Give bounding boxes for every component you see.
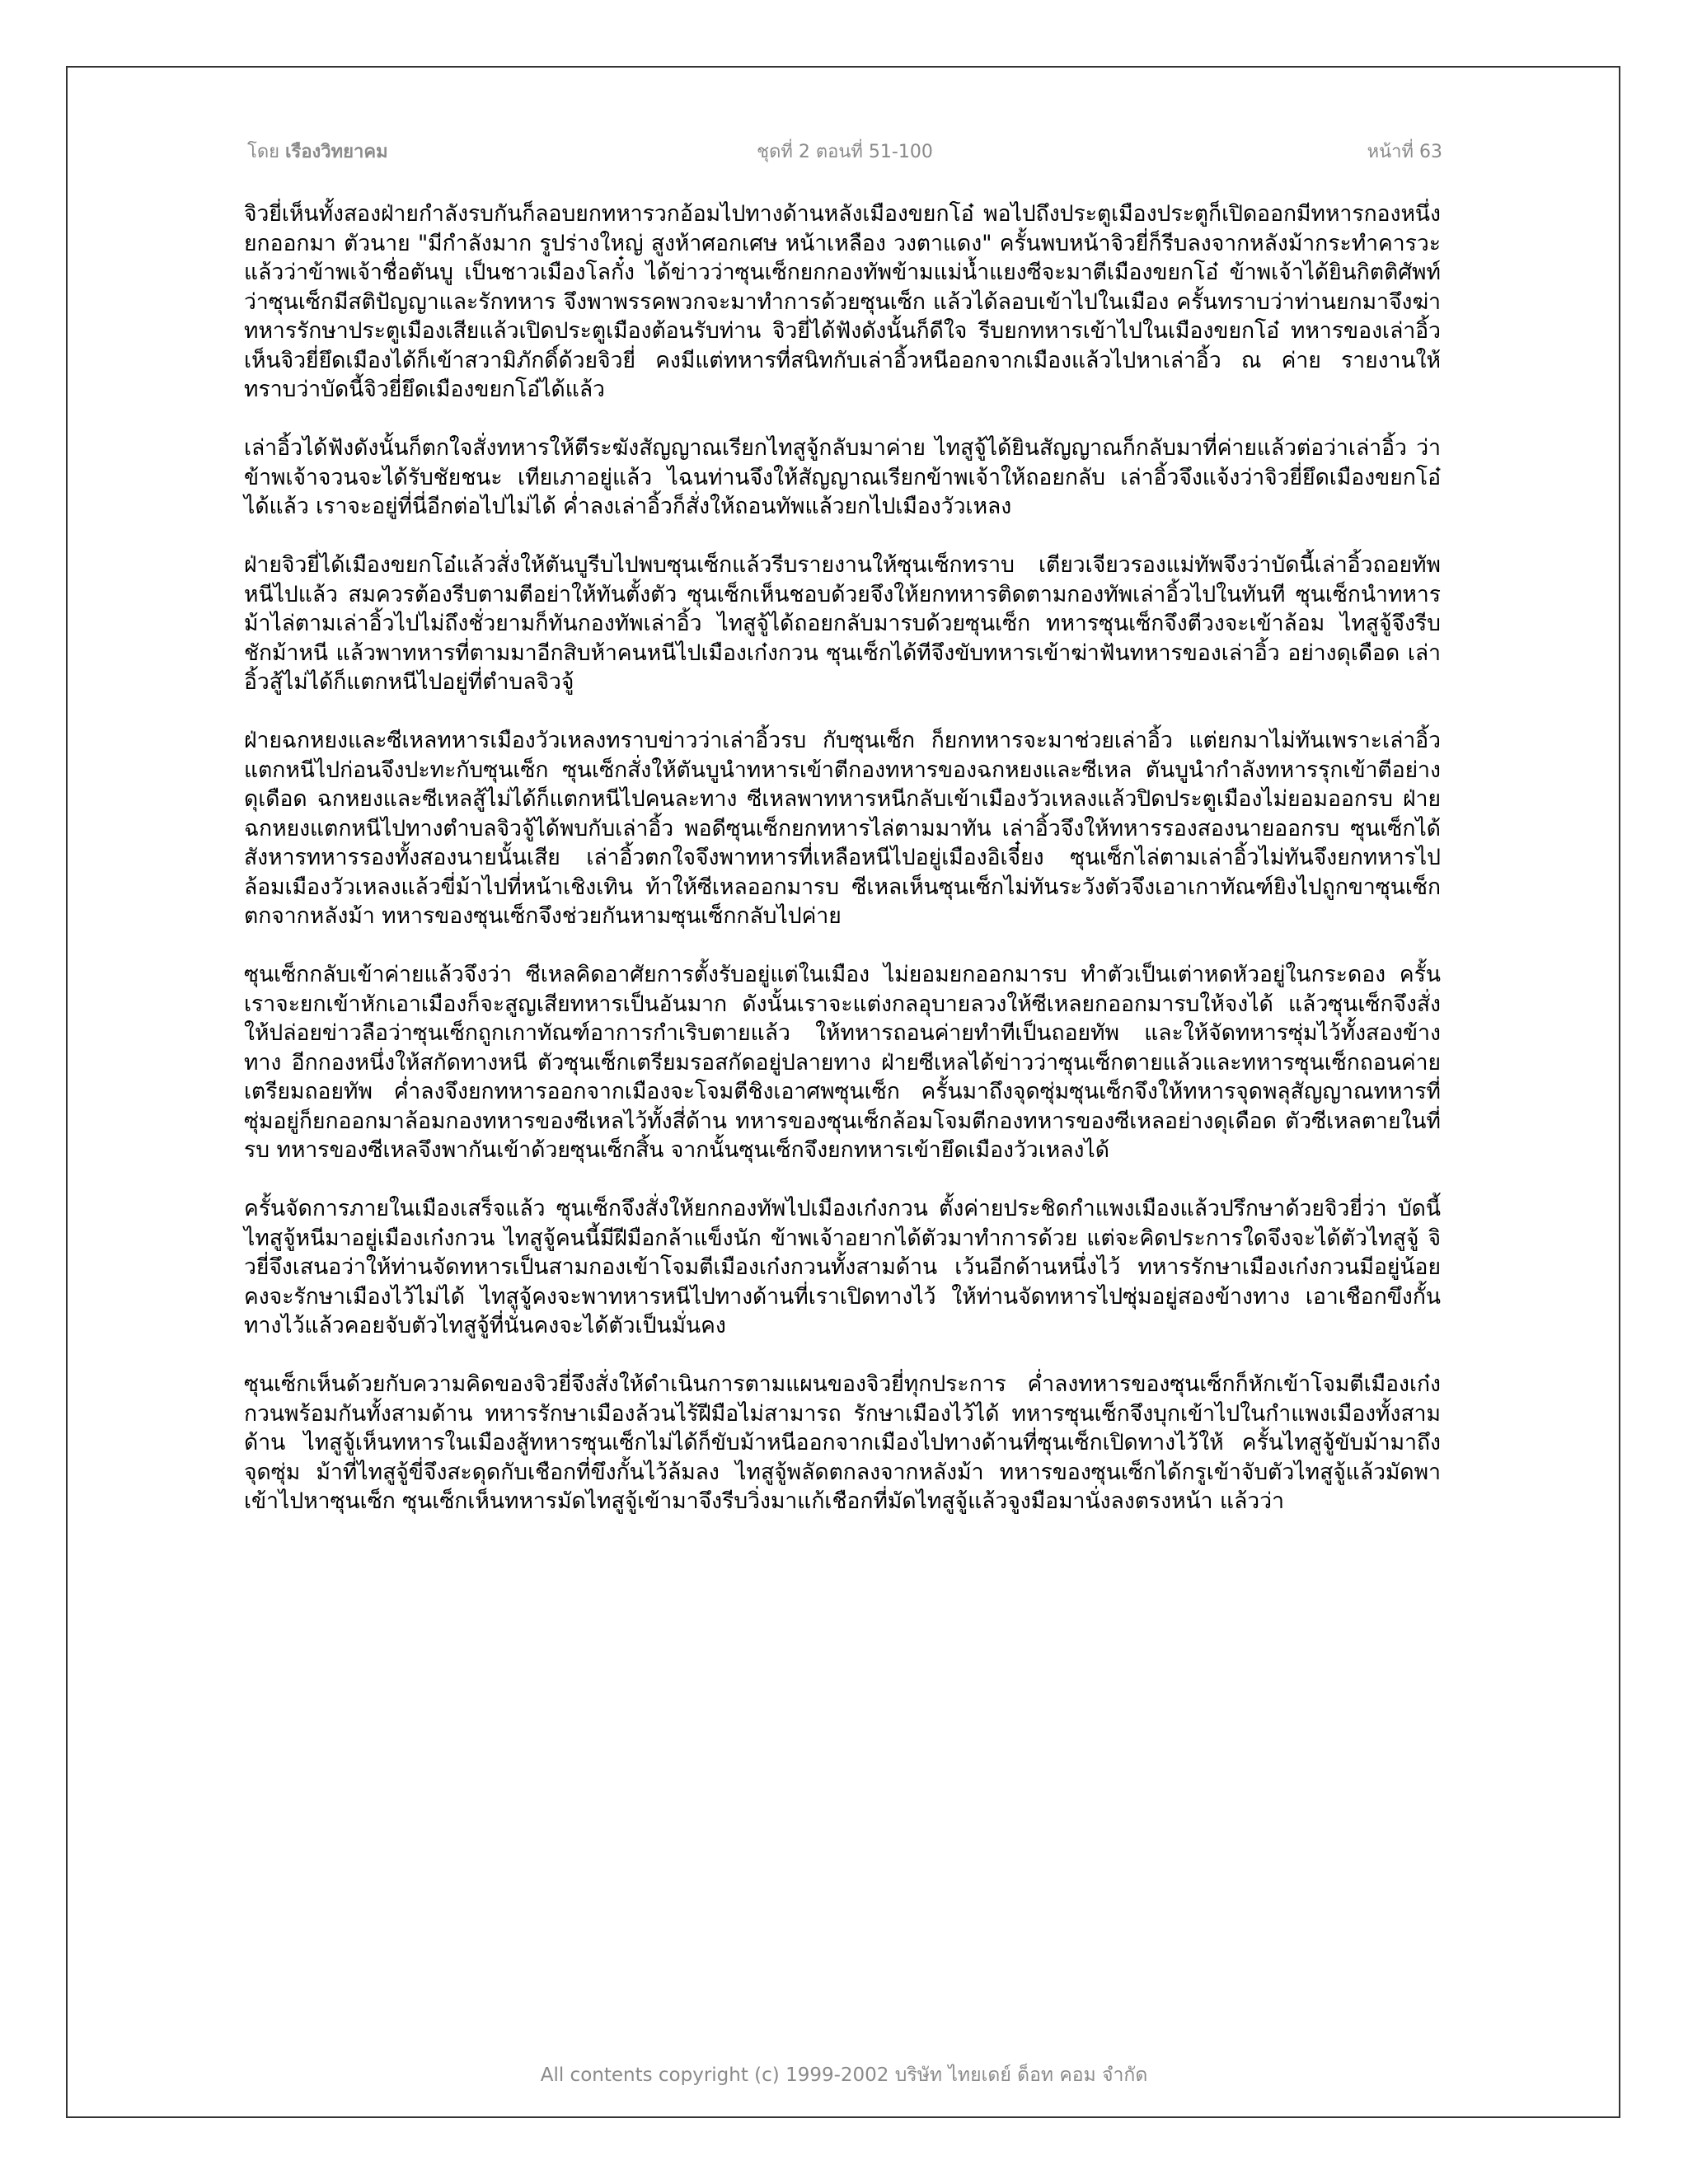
header-series: ชุดที่ 2 ตอนที่ 51-100 xyxy=(757,142,933,162)
paragraph-2: เล่าอิ้วได้ฟังดังนั้นก็ตกใจสั่งทหารให้ตีระฆังสัญญาณเรียกไทสูจู้กลับมาค่าย ไทสูจู้ได้ยินสัญญาณก็กลับมาที่ค่ายแล้วต่อว่าเล่าอิ้ว ว่าข้าพเจ้าจวนจะได้รับชัยชนะ เทียเภาอยู่แล้ว ไฉนท่านจึงให้สัญญาณเรียกข้าพเจ้าให้ถอยกลับ เล่าอิ้วจึงแจ้งว่าจิวยี่ยึดเมืองขยกโอ๋ได้แล้ว เราจะอยู่ที่นี่อีกต่อไปไม่ได้ ค่ำลงเล่าอิ้วก็สั่งให้ถอนทัพแล้วยกไปเมืองวัวเหลง xyxy=(244,435,1441,519)
paragraph-5: ซุนเซ็กกลับเข้าค่ายแล้วจึงว่า ซีเหลคิดอาศัยการตั้งรับอยู่แต่ในเมือง ไม่ยอมยกออกมารบ ทำตัวเป็นเต่าหดหัวอยู่ในกระดอง ครั้นเราจะยกเข้าหักเอาเมืองก็จะสูญเสียทหารเป็นอันมาก ดังนั้นเราจะแต่งกลอุบายลวงให้ซีเหลยกออกมารบให้จงได้ แล้วซุนเซ็กจึงสั่งให้ปล่อยข่าวลือว่าซุนเซ็กถูกเกาทัณฑ์อาการกำเริบตายแล้ว ให้ทหารถอนค่ายทำทีเป็นถอยทัพ และให้จัดทหารซุ่มไว้ทั้งสองข้างทาง อีกกองหนึ่งให้สกัดทางหนี ตัวซุนเซ็กเตรียมรอสกัดอยู่ปลายทาง ฝ่ายซีเหลได้ข่าวว่าซุนเซ็กตายแล้วและทหารซุนเซ็กถอนค่ายเตรียมถอยทัพ ค่ำลงจึงยกทหารออกจากเมืองจะโจมตีชิงเอาศพซุนเซ็ก ครั้นมาถึงจุดซุ่มซุนเซ็กจึงให้ทหารจุดพลุสัญญาณทหารที่ซุ่มอยู่ก็ยกออกมาล้อมกองทหารของซีเหลไว้ทั้งสี่ด้าน ทหารของซุนเซ็กล้อมโจมตีกองทหารของซีเหลอย่างดุเดือด ตัวซีเหลตายในที่รบ ทหารของซีเหลจึงพากันเข้าด้วยซุนเซ็กสิ้น จากนั้นซุนเซ็กจึงยกทหารเข้ายึดเมืองวัวเหลงได้ xyxy=(244,962,1441,1163)
paragraph-3: ฝ่ายจิวยี่ได้เมืองขยกโอ๋แล้วสั่งให้ตันบูรีบไปพบซุนเซ็กแล้วรีบรายงานให้ซุนเซ็กทราบ เตียวเจียวรองแม่ทัพจึงว่าบัดนี้เล่าอิ้วถอยทัพหนีไปแล้ว สมควรต้องรีบตามตีอย่าให้ทันตั้งตัว ซุนเซ็กเห็นชอบด้วยจึงให้ยกทหารติดตามกองทัพเล่าอิ้วไปในทันที ซุนเซ็กนำทหารม้าไล่ตามเล่าอิ้วไปไม่ถึงชั่วยามก็ทันกองทัพเล่าอิ้ว ไทสูจู้ได้ถอยกลับมารบด้วยซุนเซ็ก ทหารซุนเซ็กจึงตีวงจะเข้าล้อม ไทสูจู้จึงรีบชักม้าหนี แล้วพาทหารที่ตามมาอีกสิบห้าคนหนีไปเมืองเก๋งกวน ซุนเซ็กได้ทีจึงขับทหารเข้าฆ่าฟันทหารของเล่าอิ้ว อย่างดุเดือด เล่าอิ้วสู้ไม่ได้ก็แตกหนีไปอยู่ที่ตำบลจิวจู้ xyxy=(244,552,1441,695)
paragraph-7: ซุนเซ็กเห็นด้วยกับความคิดของจิวยี่จึงสั่งให้ดำเนินการตามแผนของจิวยี่ทุกประการ ค่ำลงทหารของซุนเซ็กก็หักเข้าโจมตีเมืองเก๋งกวนพร้อมกันทั้งสามด้าน ทหารรักษาเมืองล้วนไร้ฝีมือไม่สามารถ รักษาเมืองไว้ได้ ทหารซุนเซ็กจึงบุกเข้าไปในกำแพงเมืองทั้งสามด้าน ไทสูจู้เห็นทหารในเมืองสู้ทหารซุนเซ็กไม่ได้ก็ขับม้าหนีออกจากเมืองไปทางด้านที่ซุนเซ็กเปิดทางไว้ให้ ครั้นไทสูจู้ขับม้ามาถึงจุดซุ่ม ม้าที่ไทสูจู้ขี่จึงสะดุดกับเชือกที่ขึงกั้นไว้ล้มลง ไทสูจู้พลัดตกลงจากหลังม้า ทหารของซุนเซ็กได้กรูเข้าจับตัวไทสูจู้แล้วมัดพาเข้าไปหาซุนเซ็ก ซุนเซ็กเห็นทหารมัดไทสูจู้เข้ามาจึงรีบวิ่งมาแก้เชือกที่มัดไทสูจู้แล้วจูงมือมานั่งลงตรงหน้า แล้วว่า xyxy=(244,1371,1441,1514)
author-name: เรืองวิทยาคม xyxy=(285,142,388,162)
copyright-footer: All contents copyright (c) 1999-2002 บริษัท ไทยเดย์ ด็อท คอม จำกัด xyxy=(540,2064,1148,2086)
paragraph-4: ฝ่ายฉกหยงและซีเหลทหารเมืองวัวเหลงทราบข่าวว่าเล่าอิ้วรบ กับซุนเซ็ก ก็ยกทหารจะมาช่วยเล่าอิ้ว แต่ยกมาไม่ทันเพราะเล่าอิ้วแตกหนีไปก่อนจึงปะทะกับซุนเซ็ก ซุนเซ็กสั่งให้ตันบูนำทหารเข้าตีกองทหารของฉกหยงและซีเหล ตันบูนำกำลังทหารรุกเข้าตีอย่างดุเดือด ฉกหยงและซีเหลสู้ไม่ได้ก็แตกหนีไปคนละทาง ซีเหลพาทหารหนีกลับเข้าเมืองวัวเหลงแล้วปิดประตูเมืองไม่ยอมออกรบ ฝ่ายฉกหยงแตกหนีไปทางตำบลจิวจู้ได้พบกับเล่าอิ้ว พอดีซุนเซ็กยกทหารไล่ตามมาทัน เล่าอิ้วจึงให้ทหารรองสองนายออกรบ ซุนเซ็กได้สังหารทหารรองทั้งสองนายนั้นเสีย เล่าอิ้วตกใจจึงพาทหารที่เหลือหนีไปอยู่เมืองอิเจี๋ยง ซุนเซ็กไล่ตามเล่าอิ้วไม่ทันจึงยกทหารไปล้อมเมืองวัวเหลงแล้วขี่ม้าไปที่หน้าเชิงเทิน ท้าให้ซีเหลออกมารบ ซีเหลเห็นซุนเซ็กไม่ทันระวังตัวจึงเอาเกาทัณฑ์ยิงไปถูกขาซุนเซ็กตกจากหลังม้า ทหารของซุนเซ็กจึงช่วยกันหามซุนเซ็กกลับไปค่าย xyxy=(244,728,1441,929)
header-page-number: หน้าที่ 63 xyxy=(1367,142,1442,162)
story-body xyxy=(244,199,1441,1545)
page-header xyxy=(247,137,1442,170)
paragraph-1: จิวยี่เห็นทั้งสองฝ่ายกำลังรบกันก็ลอบยกทหารวกอ้อมไปทางด้านหลังเมืองขยกโอ๋ พอไปถึงประตูเมืองประตูก็เปิดออกมีทหารกองหนึ่งยกออกมา ตัวนาย "มีกำลังมาก รูปร่างใหญ่ สูงห้าศอกเศษ หน้าเหลือง วงตาแดง" ครั้นพบหน้าจิวยี่ก็รีบลงจากหลังม้ากระทำคารวะ แล้วว่าข้าพเจ้าชื่อตันบู เป็นชาวเมืองโลกั๋ง ได้ข่าวว่าซุนเซ็กยกกองทัพข้ามแม่น้ำแยงซีจะมาตีเมืองขยกโอ๋ ข้าพเจ้าได้ยินกิตติศัพท์ว่าซุนเซ็กมีสติปัญญาและรักทหาร จึงพาพรรคพวกจะมาทำการด้วยซุนเซ็ก แล้วได้ลอบเข้าไปในเมือง ครั้นทราบว่าท่านยกมาจึงฆ่าทหารรักษาประตูเมืองเสียแล้วเปิดประตูเมืองต้อนรับท่าน จิวยี่ได้ฟังดังนั้นก็ดีใจ รีบยกทหารเข้าไปในเมืองขยกโอ๋ ทหารของเล่าอิ้วเห็นจิวยี่ยึดเมืองได้ก็เข้าสวามิภักดิ์ด้วยจิวยี่ คงมีแต่ทหารที่สนิทกับเล่าอิ้วหนีออกจากเมืองแล้วไปหาเล่าอิ้ว ณ ค่าย รายงานให้ทราบว่าบัดนี้จิวยี่ยึดเมืองขยกโอ๋ได้แล้ว xyxy=(244,201,1441,402)
paragraph-6: ครั้นจัดการภายในเมืองเสร็จแล้ว ซุนเซ็กจึงสั่งให้ยกกองทัพไปเมืองเก๋งกวน ตั้งค่ายประชิดกำแพงเมืองแล้วปรึกษาด้วยจิวยี่ว่า บัดนี้ไทสูจู้หนีมาอยู่เมืองเก๋งกวน ไทสูจู้คนนี้มีฝีมือกล้าแข็งนัก ข้าพเจ้าอยากได้ตัวมาทำการด้วย แต่จะคิดประการใดจึงจะได้ตัวไทสูจู้ จิวยี่จึงเสนอว่าให้ท่านจัดทหารเป็นสามกองเข้าโจมตีเมืองเก๋งกวนทั้งสามด้าน เว้นอีกด้านหนึ่งไว้ ทหารรักษาเมืองเก๋งกวนมีอยู่น้อยคงจะรักษาเมืองไว้ไม่ได้ ไทสูจู้คงจะพาทหารหนีไปทางด้านที่เราเปิดทางไว้ ให้ท่านจัดทหารไปซุ่มอยู่สองข้างทาง เอาเชือกขึงกั้นทางไว้แล้วคอยจับตัวไทสูจู้ที่นั่นคงจะได้ตัวเป็นมั่นคง xyxy=(244,1196,1441,1338)
author-prefix: โดย xyxy=(247,142,279,162)
